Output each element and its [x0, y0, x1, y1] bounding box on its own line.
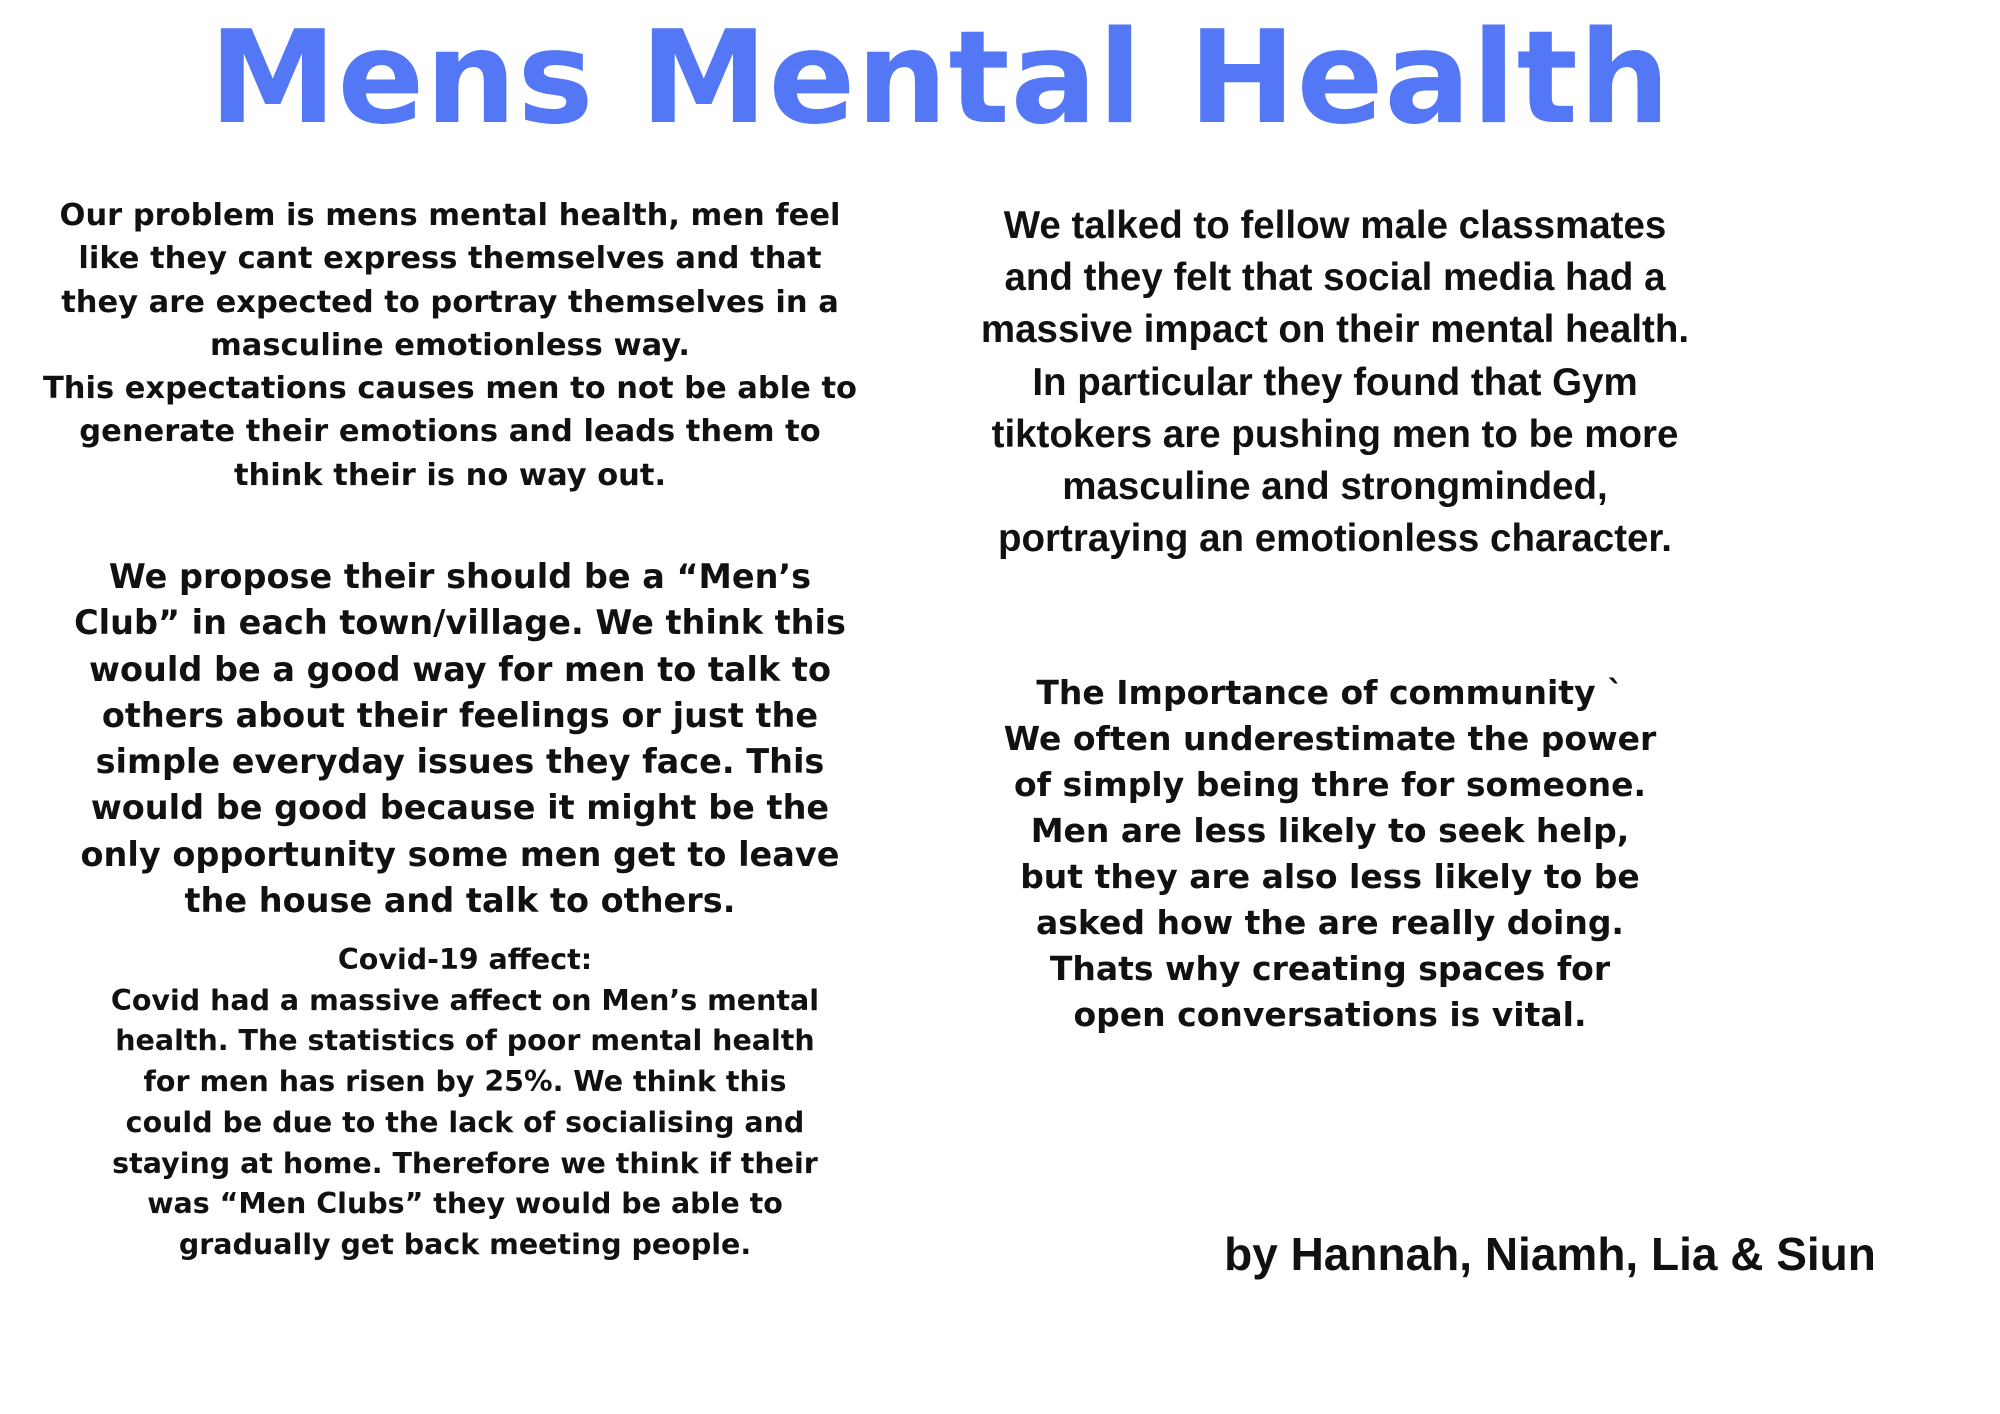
proposal-text: We propose their should be a “Men’s Club” in each town/village. We think this would be a good way for men to talk to others about their feelings or just the simple everyday issues they face. This would be good because it might be the only opportunity some men get to leave the house and talk to others.: [74, 557, 846, 921]
classmates-section: [980, 200, 1690, 565]
covid-text: Covid had a massive affect on Men’s mental health. The statistics of poor mental health for men has risen by 25%. We think this could be due to the lack of socialising and staying at home. Therefore we think if their was “Men Clubs” they would be able to gradually get back meeting people.: [110, 983, 820, 1261]
proposal-section: [60, 554, 860, 924]
page-title: Mens Mental Health: [209, 4, 1671, 153]
covid-heading: Covid-19 affect:: [337, 943, 593, 976]
community-heading: The Importance of community `: [1036, 673, 1624, 712]
problem-text: Our problem is mens mental health, men feel like they cant express themselves and that they are expected to portray themselves in a masculine emotionless way.: [59, 198, 841, 363]
covid-section: [100, 940, 830, 1266]
community-section: [1000, 670, 1660, 1038]
problem-section: [40, 194, 860, 497]
classmates-text: We talked to fellow male classmates and they felt that social media had a massive impact on their mental health. In particular they found that Gym tiktokers are pushing men to be more masculine and strongminded, portraying an emotionless character.: [980, 204, 1690, 561]
authors-credit: by Hannah, Niamh, Lia & Siun: [1224, 1228, 1876, 1280]
community-text: We often underestimate the power of simply being thre for someone. Men are less likely to seek help, but they are also less likely to be asked how the are really doing. Thats why creating spaces for open conversations is vital.: [1003, 719, 1657, 1034]
problem-text-continued: This expectations causes men to not be able to generate their emotions and leads them to think their is no way out.: [43, 371, 857, 493]
